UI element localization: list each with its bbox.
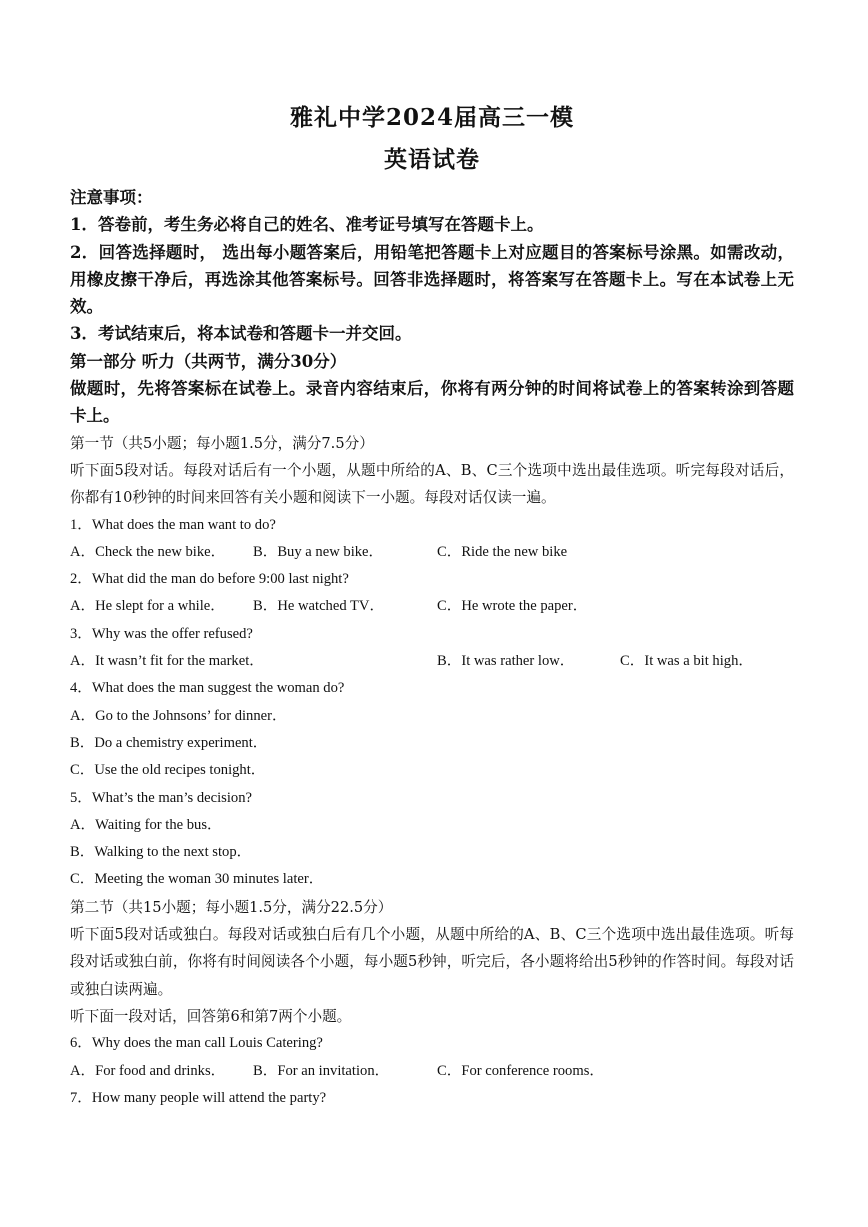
question-7-stem: 7．How many people will attend the party? [70, 1089, 327, 1106]
question-4-option-b: B．Do a chemistry experiment． [70, 734, 268, 751]
question-3-options [70, 648, 794, 675]
exam-title: 雅礼中学2024届高三一模 [289, 104, 574, 131]
option-a: A．He slept for a while． [70, 598, 225, 615]
section1-instruction: 听下面5段对话。每段对话后有一个小题，从题中所给的A、B、C三个选项中选出最佳选项。听完每段对话后，你都有10秒钟的时间来回答有关小题和阅读下一小题。每段对话仅读一遍。 [70, 461, 794, 507]
question-5-option-a: A．Waiting for the bus． [70, 816, 222, 833]
question-5-stem: 5．What’s the man’s decision? [70, 789, 252, 806]
notice-item-3: 3．考试结束后，将本试卷和答题卡一并交回。 [70, 324, 412, 344]
question-4-stem: 4．What does the man suggest the woman do? [70, 680, 345, 697]
exam-page [70, 100, 794, 1112]
option-b: B．Buy a new bike． [253, 543, 384, 560]
option-b: B．For an invitation． [253, 1062, 390, 1079]
question-2-options [70, 593, 794, 620]
section2-heading: 第二节（共15小题；每小题1.5分，满分22.5分） [70, 898, 393, 916]
exam-subtitle: 英语试卷 [384, 146, 480, 173]
notice-item-2: 2．回答选择题时， 选出每小题答案后，用铅笔把答题卡上对应题目的答案标号涂黑。如需改动，用橡皮擦干净后，再选涂其他答案标号。回答非选择题时，将答案写在答题卡上。写在本试卷上无效。 [70, 242, 794, 317]
question-4-option-c: C．Use the old recipes tonight． [70, 762, 266, 779]
part1-instruction: 做题时，先将答案标在试卷上。录音内容结束后，你将有两分钟的时间将试卷上的答案转涂到答题卡上。 [70, 379, 794, 426]
question-4-option-a: A．Go to the Johnsons’ for dinner． [70, 707, 287, 724]
option-c: C．It was a bit high． [620, 653, 753, 670]
question-1-options [70, 539, 794, 566]
option-a: A．Check the new bike． [70, 543, 226, 560]
notice-item-1: 1．答卷前，考生务必将自己的姓名、准考证号填写在答题卡上。 [70, 215, 544, 235]
option-b: B．He watched TV． [253, 598, 385, 615]
question-5-option-b: B．Walking to the next stop． [70, 844, 252, 861]
question-1-stem: 1．What does the man want to do? [70, 516, 276, 533]
option-b: B．It was rather low． [437, 653, 575, 670]
option-a: A．It wasn’t fit for the market． [70, 653, 264, 670]
notice-heading: 注意事项： [70, 188, 153, 207]
question-3-stem: 3．Why was the offer refused? [70, 625, 253, 642]
option-c: C．Ride the new bike [437, 543, 568, 560]
question-5-option-c: C．Meeting the woman 30 minutes later． [70, 871, 324, 888]
section2-instruction: 听下面5段对话或独白。每段对话或独白后有几个小题，从题中所给的A、B、C三个选项中选出最佳选项。听每段对话或独白前，你将有时间阅读各个小题，每小题5秒钟，听完后，各小题将给出5秒钟的作答时间。每段对话或独白读两遍。 [70, 926, 794, 998]
option-c: C．He wrote the paper． [437, 598, 588, 615]
part1-heading: 第一部分 听力（共两节，满分30分） [70, 351, 347, 371]
question-6-stem: 6．Why does the man call Louis Catering? [70, 1035, 323, 1052]
question-6-options [70, 1058, 794, 1085]
section1-heading: 第一节（共5小题；每小题1.5分，满分7.5分） [70, 434, 374, 452]
option-c: C．For conference rooms． [437, 1062, 604, 1079]
group-intro: 听下面一段对话，回答第6和第7两个小题。 [70, 1007, 352, 1025]
question-2-stem: 2．What did the man do before 9:00 last night? [70, 571, 349, 588]
option-a: A．For food and drinks． [70, 1062, 226, 1079]
